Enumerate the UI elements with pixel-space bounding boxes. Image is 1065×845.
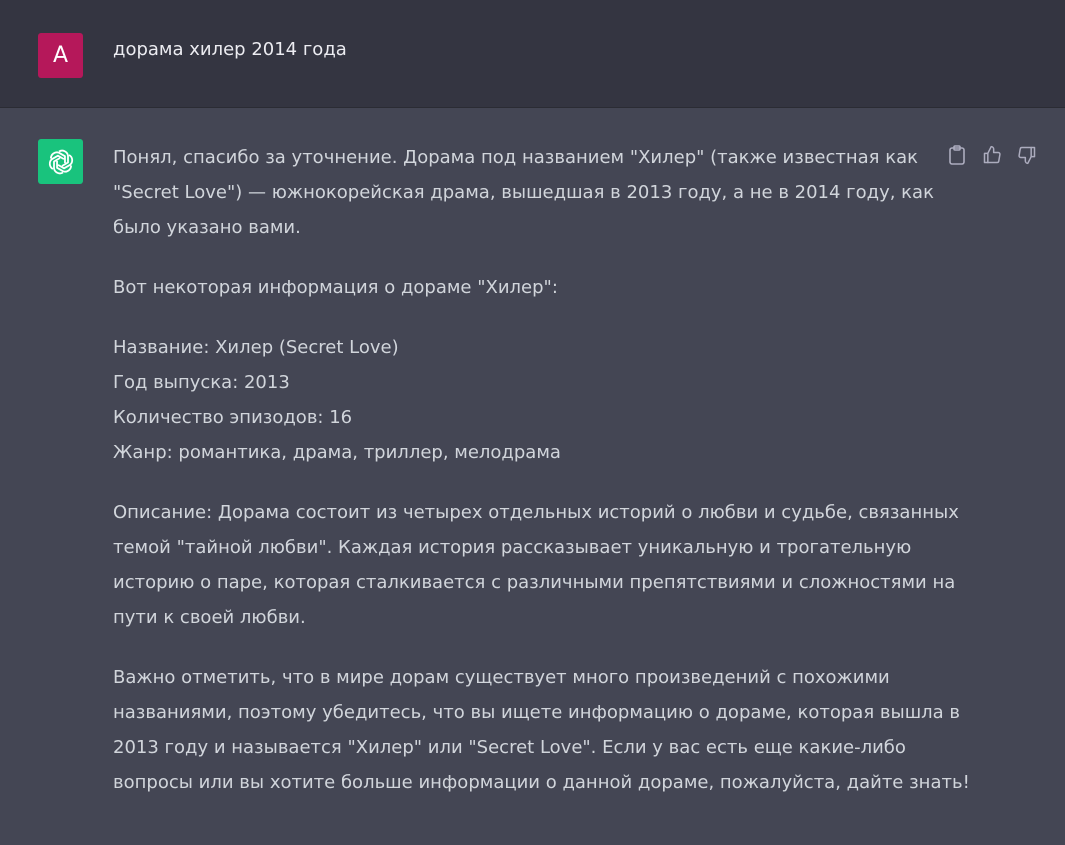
info-year: Год выпуска: 2013 xyxy=(113,372,290,393)
text-line: Понял, спасибо за уточнение. Дорама под названием "Хилер" (также известная как xyxy=(113,147,919,168)
thumbs-down-button[interactable] xyxy=(1016,144,1037,165)
info-genre: Жанр: романтика, драма, триллер, мелодрама xyxy=(113,442,561,463)
assistant-message-text xyxy=(113,140,970,825)
text-line: историю о паре, которая сталкивается с различными препятствиями и сложностями на xyxy=(113,572,956,593)
assistant-message-row xyxy=(0,108,1065,845)
text-line: названиями, поэтому убедитесь, что вы ищете информацию о дораме, которая вышла в xyxy=(113,702,961,723)
answer-paragraph xyxy=(113,140,934,245)
text-line: "Secret Love") — южнокорейская драма, вышедшая в 2013 году, а не в 2014 году, как xyxy=(113,182,934,203)
drama-info-list xyxy=(113,330,928,470)
text-line: 2013 году и называется "Хилер" или "Secret Love". Если у вас есть еще какие-либо xyxy=(113,737,906,758)
copy-icon xyxy=(948,145,966,165)
user-avatar: A xyxy=(38,33,83,78)
assistant-avatar xyxy=(38,139,83,184)
copy-button[interactable] xyxy=(946,144,967,165)
info-title: Название: Хилер (Secret Love) xyxy=(113,337,399,358)
text-line: Важно отметить, что в мире дорам существует много произведений с похожими xyxy=(113,667,890,688)
answer-paragraph xyxy=(113,660,970,800)
answer-paragraph xyxy=(113,270,928,305)
thumbs-down-icon xyxy=(1017,145,1037,165)
text-line: Вот некоторая информация о дораме "Хилер": xyxy=(113,277,558,298)
text-line: вопросы или вы хотите больше информации о данной дораме, пожалуйста, дайте знать! xyxy=(113,772,970,793)
info-episodes: Количество эпизодов: 16 xyxy=(113,407,353,428)
user-message-row xyxy=(0,0,1065,108)
text-line: Описание: Дорама состоит из четырех отдельных историй о любви и судьбе, связанных xyxy=(113,502,959,523)
openai-logo-icon xyxy=(46,147,76,177)
user-message-text: дорама хилер 2014 года xyxy=(113,39,347,60)
text-line: пути к своей любви. xyxy=(113,607,306,628)
answer-paragraph xyxy=(113,495,959,635)
thumbs-up-button[interactable] xyxy=(981,144,1002,165)
text-line: было указано вами. xyxy=(113,217,301,238)
text-line: темой "тайной любви". Каждая история рассказывает уникальную и трогательную xyxy=(113,537,912,558)
message-actions xyxy=(946,144,1037,165)
thumbs-up-icon xyxy=(982,145,1002,165)
